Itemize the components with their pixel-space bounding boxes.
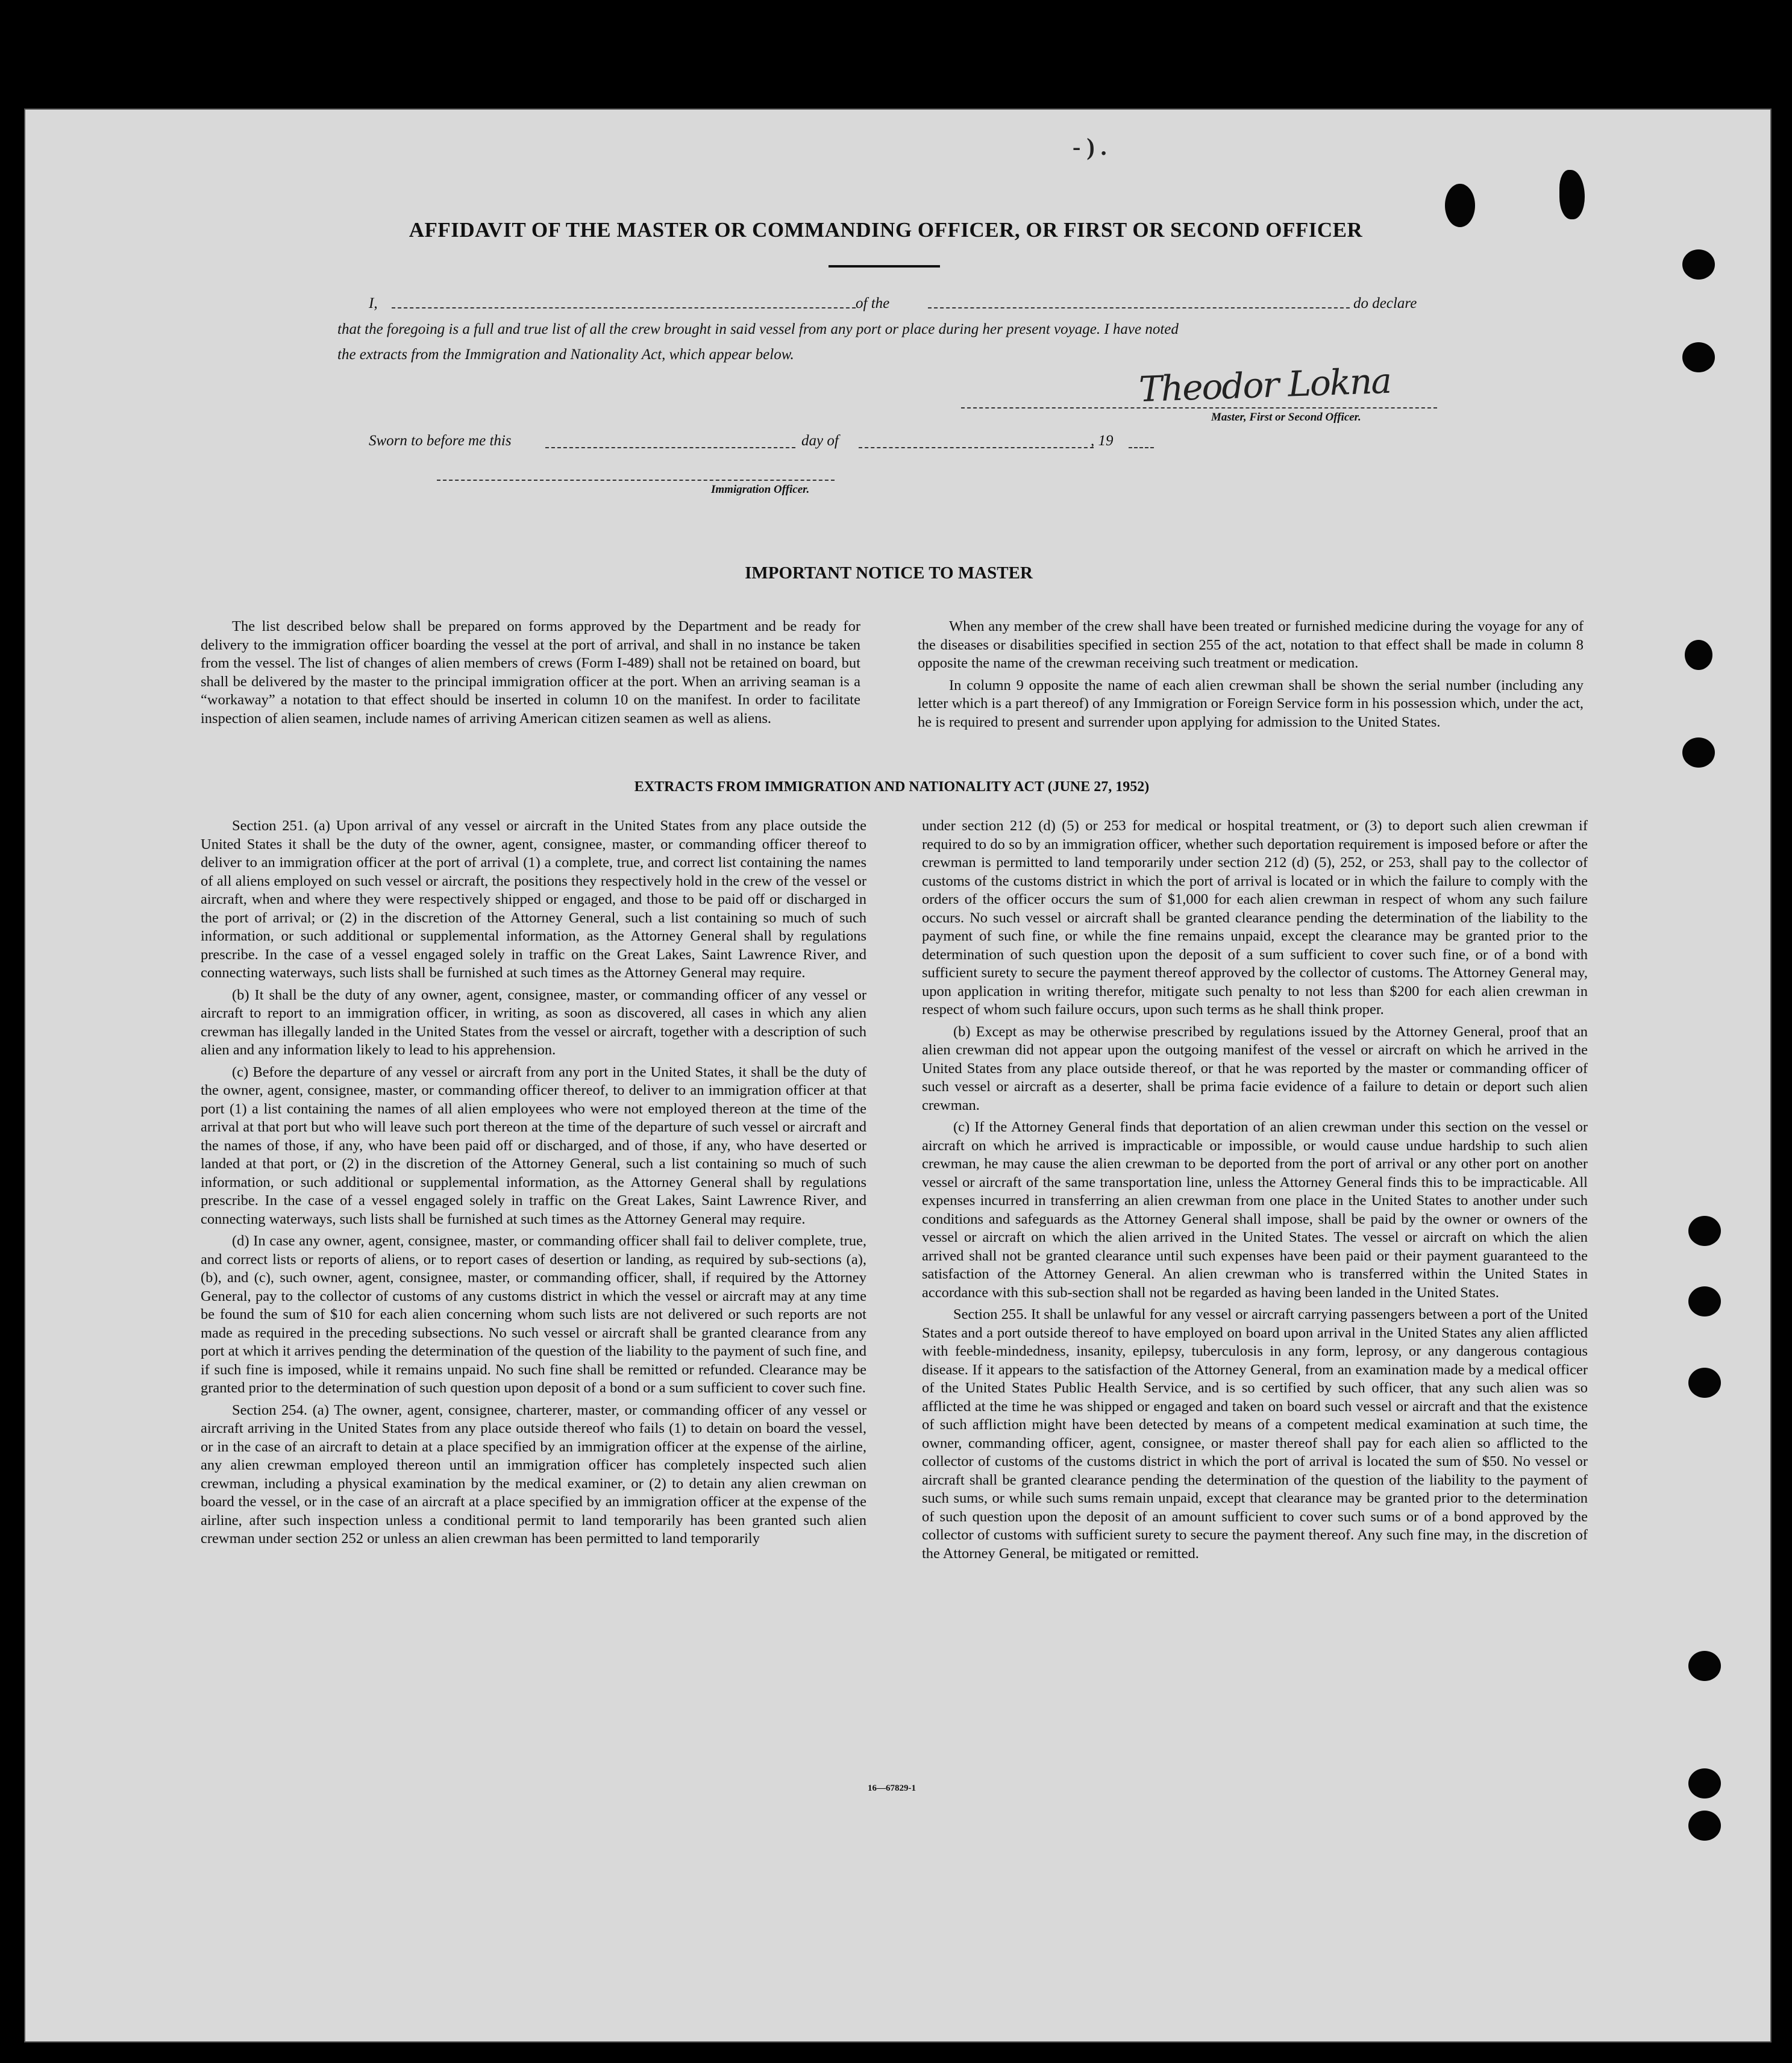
punch-hole [1688, 1811, 1721, 1841]
punch-hole [1688, 1768, 1721, 1798]
section-paragraph: under section 212 (d) (5) or 253 for medical or hospital treatment, or (3) to deport such alien crewman if required to do so by an immigration officer, whether such deportation requirement is imposed before or after the crewman is permitted to land temporarily under section 212 (d) (5), 252, or 253, shall pay to the collector of customs of the customs district in which the port of arrival is located or in which the failure to comply with the orders of the officer occurs the sum of $1,000 for each alien crewman in respect of whom any such failure occurs. No such vessel or aircraft shall be granted clearance pending the determination of the liability to the payment of such fine, or while the fine remains unpaid, except the clearance may be granted prior to the determination of such question upon the deposit of a sum sufficient to cover such fine, or of a bond with sufficient surety to secure the payment thereof approved by the collector of customs. The Attorney General may, upon application in writing therefor, mitigate such penalty to not less than $200 for each alien crewman in respect of whom such failure occurs, upon such terms as he shall think proper. [922, 818, 1588, 1018]
day-of-label: day of [801, 433, 839, 449]
punch-hole [1682, 249, 1715, 280]
signature-caption: Master, First or Second Officer. [1211, 411, 1361, 424]
punch-hole [1682, 737, 1715, 768]
affidavit-title: AFFIDAVIT OF THE MASTER OR COMMANDING OFFICER, OR FIRST OR SECOND OFFICER [409, 218, 1363, 242]
sworn-year-blank[interactable] [1129, 447, 1154, 448]
notice-right-column [918, 618, 1584, 731]
declaration-text: that the foregoing is a full and true list of all the crew brought in said vessel from any port or place during her present voyage. I have noted [337, 321, 1179, 337]
sworn-day-blank[interactable] [545, 447, 795, 448]
section-paragraph: Section 251. (a) Upon arrival of any vessel or aircraft in the United States from any place outside the United States it shall be the duty of the owner, agent, consignee, master, or commanding officer thereof to deliver to an immigration officer at the port of arrival (1) a complete, true, and correct list containing the names of all aliens employed on such vessel or aircraft, the positions they respectively hold in the crew of the vessel or aircraft, when and where they were respectively shipped or engaged, and those to be paid off or discharged in the port of arrival; or (2) in the discretion of the Attorney General, such a list containing so much of such information, or such additional or supplemental information, as the Attorney General shall by regulations prescribe. In the case of a vessel engaged solely in traffic on the Great Lakes, Saint Lawrence River, and connecting waterways, such lists shall be furnished at such times as the Attorney General may require. [201, 818, 866, 981]
notice-title: IMPORTANT NOTICE TO MASTER [745, 563, 1033, 583]
signature-line [961, 407, 1437, 409]
section-paragraph: (c) Before the departure of any vessel or aircraft from any port in the United States, it shall be the duty of the owner, agent, consignee, master, or commanding officer thereof, to deliver to an immigration officer at that port (1) a list containing the names of all alien employees who were not employed thereon at the time of the arrival at that port but who will leave such port thereon at the time of the departure of such vessel or aircraft and the names of those, if any, who have been paid off or discharged, and of those, if any, who have deserted or landed at that port, or (2) in the discretion of the Attorney General, such a list containing so much of such information, or such additional or supplemental information, as the Attorney General shall by regulations prescribe. In the case of a vessel engaged solely in traffic on the Great Lakes, Saint Lawrence River, and connecting waterways, such lists shall be furnished at such times as the Attorney General may require. [201, 1063, 866, 1227]
section-paragraph: (d) In case any owner, agent, consignee, master, or commanding officer shall fail to deliver complete, true, and correct lists or reports of aliens, or to report cases of desertion or landing, as required by sub-sections (a), (b), and (c), such owner, agent, consignee, master, or commanding officer, shall, if required by the Attorney General, pay to the collector of customs of any customs district in which the vessel or aircraft may at any time be found the sum of $10 for each alien concerning whom such lists are not delivered or such reports are not made as required in the preceding subsections. No such vessel or aircraft shall be granted clearance from any port at which it arrives pending the determination of the question of the liability to the payment of such fine, and if such fine is imposed, while it remains unpaid. No such fine shall be remitted or refunded. Clearance may be granted prior to the determination of such question upon deposit of a bond or a sum sufficient to cover such fine. [201, 1233, 866, 1396]
do-declare-label: do declare [1353, 295, 1417, 311]
officer-signature-line [437, 480, 835, 481]
master-signature: Theodor Lokna [1138, 360, 1392, 410]
section-paragraph: (b) It shall be the duty of any owner, agent, consignee, master, or commanding officer of any vessel or aircraft to report to an immigration officer, in writing, as soon as discovered, all cases in which any alien crewman has illegally landed in the United States from the vessel or aircraft, together with a description of such alien and any information likely to lead to his apprehension. [201, 986, 866, 1058]
notice-paragraph: The list described below shall be prepared on forms approved by the Department and be ready for delivery to the immigration officer boarding the vessel at the port of arrival, and shall in no instance be taken from the vessel. The list of changes of alien members of crews (Form I-489) shall not be retained on board, but shall be delivered by the master to the principal immigration officer at the port. When an arriving seaman is a “workaway” a notation to that effect should be inserted in column 10 on the manifest. In order to facilitate inspection of alien seamen, include names of arriving American citizen seamen as well as aliens. [201, 618, 860, 727]
declarant-name-blank[interactable] [392, 307, 856, 308]
notice-paragraph: When any member of the crew shall have been treated or furnished medicine during the voyage for any of the diseases or disabilities specified in section 255 of the act, notation to that effect shall be made in column 8 opposite the name of the crewman receiving such treatment or medication. [918, 618, 1584, 671]
punch-hole [1688, 1216, 1721, 1246]
notice-paragraph: In column 9 opposite the name of each alien crewman shall be shown the serial number (including any letter which is a part thereof) of any Immigration or Foreign Service form in his possession which, under the act, he is required to present and surrender upon applying for admission to the United States. [918, 677, 1584, 730]
punch-hole [1688, 1651, 1721, 1681]
vessel-name-blank[interactable] [928, 307, 1350, 308]
sworn-label: Sworn to before me this [369, 433, 512, 449]
extracts-left-column [201, 817, 866, 1548]
section-paragraph: Section 255. It shall be unlawful for any vessel or aircraft carrying passengers between a port of the United States and a port outside thereof to have employed on board upon arrival in the United States any alien afflicted with feeble-mindedness, insanity, epilepsy, tuberculosis in any form, leprosy, or any dangerous contagious disease. If it appears to the satisfaction of the Attorney General, from an examination made by a medical officer of the United States Public Health Service, and is so certified by such officer, that any such alien was so afflicted at the time he was shipped or engaged and taken on board such vessel or aircraft and that the existence of such affliction might have been detected by means of a competent medical examination at such time, the owner, commanding officer, agent, consignee, or master thereof shall pay for each alien so afflicted to the collector of customs of the customs district in which the port of arrival is located the sum of $50. No vessel or aircraft shall be granted clearance pending the determination of the question of the liability to the payment of such sums, or while such sums remain unpaid, except that clearance may be granted prior to the determination of such question upon the deposit of an amount sufficient to cover such sums or of a bond approved by the collector of customs with sufficient surety to secure the payment thereof. Any such fine may, in the discretion of the Attorney General, be mitigated or remitted. [922, 1306, 1588, 1562]
punch-hole [1682, 342, 1715, 372]
section-paragraph: Section 254. (a) The owner, agent, consignee, charterer, master, or commanding officer of any vessel or aircraft arriving in the United States from any place outside thereof who fails (1) to detain on board the vessel, or in the case of an aircraft to detain at a place specified by an immigration officer at the expense of the airline, any alien crewman employed thereon until an immigration officer has completely inspected such alien crewman, including a physical examination by the medical examiner, or (2) to detain any alien crewman on board the vessel, or in the case of an aircraft at a place specified by an immigration officer at the expense of the airline, after such inspection unless a conditional permit to land temporarily has been granted such alien crewman under section 252 or unless an alien crewman has been permitted to land temporarily [201, 1401, 866, 1547]
notice-left-column [201, 618, 860, 728]
punch-hole [1688, 1286, 1721, 1316]
declarant-line-label: I, [369, 295, 378, 311]
section-paragraph: (b) Except as may be otherwise prescribed by regulations issued by the Attorney General, proof that an alien crewman did not appear upon the outgoing manifest of the vessel or aircraft on which he arrived in the United States from any place outside thereof, or that he was reported by the master or commanding officer of such vessel or aircraft as a deserter, shall be prima facie evidence of a failure to detain or deport such alien crewman. [922, 1023, 1588, 1113]
form-number: 16—67829-1 [868, 1783, 916, 1793]
page-mark: - ) . [1073, 133, 1107, 160]
punch-hole [1445, 184, 1475, 227]
extracts-right-column [922, 817, 1588, 1563]
vessel-label: of the [856, 295, 890, 311]
year-label: , 19 [1091, 433, 1114, 449]
title-divider [829, 265, 940, 268]
section-paragraph: (c) If the Attorney General finds that deportation of an alien crewman under this section on the vessel or aircraft on which he arrived is impracticable or impossible, or would cause undue hardship to such alien crewman, he may cause the alien crewman to be deported from the port of arrival or any other port on another vessel or aircraft of the same transportation line, unless the Attorney General finds this to be impracticable. All expenses incurred in transferring an alien crewman from one place in the United States to another under such conditions and safeguards as the Attorney General shall impose, shall be paid by the owner or owners of the vessel or aircraft on which the alien arrived in the United States. The vessel or aircraft on which the alien arrived shall not be granted clearance until such expenses have been paid or their payment guaranteed to the satisfaction of the Attorney General. An alien crewman who is transferred within the United States in accordance with this sub-section shall not be regarded as having been landed in the United States. [922, 1119, 1588, 1301]
sworn-month-blank[interactable] [859, 447, 1094, 448]
punch-hole [1688, 1368, 1721, 1398]
declaration-text-cont: the extracts from the Immigration and Nationality Act, which appear below. [337, 346, 794, 363]
extracts-title: EXTRACTS FROM IMMIGRATION AND NATIONALITY ACT (JUNE 27, 1952) [634, 779, 1150, 795]
officer-caption: Immigration Officer. [711, 483, 810, 496]
punch-hole [1685, 640, 1712, 670]
